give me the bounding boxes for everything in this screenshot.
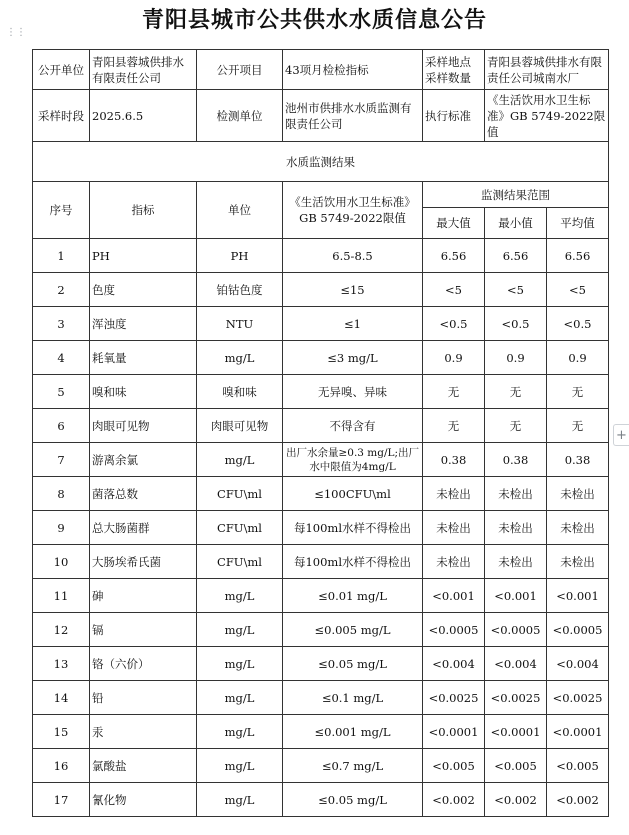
cell-min: <0.0005 <box>485 613 547 647</box>
cell-min: 无 <box>485 375 547 409</box>
table-row <box>33 647 609 681</box>
cell-avg: <0.0025 <box>547 681 609 715</box>
cell-limit: ≤0.01 mg/L <box>283 579 423 613</box>
add-column-button[interactable] <box>613 424 629 446</box>
cell-limit: ≤100CFU\ml <box>283 477 423 511</box>
results-title-row <box>33 142 609 182</box>
cell-limit: 6.5-8.5 <box>283 239 423 273</box>
cell-min: 未检出 <box>485 545 547 579</box>
cell-unit: NTU <box>197 307 283 341</box>
cell-indicator: 氯酸盐 <box>90 749 197 783</box>
cell-min: 无 <box>485 409 547 443</box>
cell-unit: PH <box>197 239 283 273</box>
cell-indicator: 铬（六价） <box>90 647 197 681</box>
cell-max: <0.001 <box>423 579 485 613</box>
cell-indicator: 总大肠菌群 <box>90 511 197 545</box>
cell-min: 0.9 <box>485 341 547 375</box>
header-unit: 单位 <box>197 182 283 239</box>
table-row <box>33 511 609 545</box>
value-testing-unit: 池州市供排水水质监测有限责任公司 <box>283 90 423 142</box>
plus-icon: + <box>616 428 627 443</box>
cell-unit: 肉眼可见物 <box>197 409 283 443</box>
cell-index: 2 <box>33 273 90 307</box>
cell-indicator: 汞 <box>90 715 197 749</box>
table-row <box>33 443 609 477</box>
table-row <box>33 239 609 273</box>
cell-unit: mg/L <box>197 715 283 749</box>
cell-unit: mg/L <box>197 647 283 681</box>
cell-avg: 未检出 <box>547 545 609 579</box>
cell-avg: <5 <box>547 273 609 307</box>
cell-max: <0.002 <box>423 783 485 817</box>
cell-indicator: 铅 <box>90 681 197 715</box>
cell-limit: ≤0.7 mg/L <box>283 749 423 783</box>
table-row <box>33 409 609 443</box>
cell-unit: mg/L <box>197 613 283 647</box>
cell-min: <0.0025 <box>485 681 547 715</box>
table-row <box>33 477 609 511</box>
cell-max: 6.56 <box>423 239 485 273</box>
value-sampling-site: 青阳县蓉城供排水有限责任公司城南水厂 <box>485 50 609 90</box>
cell-index: 10 <box>33 545 90 579</box>
cell-avg: <0.004 <box>547 647 609 681</box>
cell-avg: <0.0001 <box>547 715 609 749</box>
cell-avg: 0.38 <box>547 443 609 477</box>
cell-unit: CFU\ml <box>197 545 283 579</box>
cell-avg: <0.002 <box>547 783 609 817</box>
value-standard: 《生活饮用水卫生标准》GB 5749-2022限值 <box>485 90 609 142</box>
cell-max: <5 <box>423 273 485 307</box>
label-sampling-site: 采样地点采样数量 <box>423 50 485 90</box>
label-sampling-period: 采样时段 <box>33 90 90 142</box>
cell-min: 未检出 <box>485 511 547 545</box>
value-publisher: 青阳县蓉城供排水有限责任公司 <box>90 50 197 90</box>
cell-limit: ≤3 mg/L <box>283 341 423 375</box>
cell-max: 未检出 <box>423 477 485 511</box>
cell-min: <5 <box>485 273 547 307</box>
cell-limit: ≤1 <box>283 307 423 341</box>
cell-index: 4 <box>33 341 90 375</box>
cell-indicator: 浑浊度 <box>90 307 197 341</box>
cell-index: 9 <box>33 511 90 545</box>
cell-indicator: 色度 <box>90 273 197 307</box>
cell-avg: 未检出 <box>547 511 609 545</box>
value-sampling-period: 2025.6.5 <box>90 90 197 142</box>
cell-limit: 不得含有 <box>283 409 423 443</box>
info-row-2 <box>33 90 609 142</box>
table-row <box>33 579 609 613</box>
label-item: 公开项目 <box>197 50 283 90</box>
header-index: 序号 <box>33 182 90 239</box>
cell-indicator: 菌落总数 <box>90 477 197 511</box>
header-max: 最大值 <box>423 208 485 239</box>
table-row <box>33 783 609 817</box>
info-row-1 <box>33 50 609 90</box>
cell-limit: ≤0.005 mg/L <box>283 613 423 647</box>
cell-min: <0.005 <box>485 749 547 783</box>
table-row <box>33 375 609 409</box>
header-avg: 平均值 <box>547 208 609 239</box>
table-row <box>33 715 609 749</box>
cell-limit: 每100ml水样不得检出 <box>283 511 423 545</box>
cell-max: <0.005 <box>423 749 485 783</box>
cell-indicator: 大肠埃希氏菌 <box>90 545 197 579</box>
cell-avg: 无 <box>547 409 609 443</box>
cell-avg: <0.0005 <box>547 613 609 647</box>
cell-limit: ≤0.001 mg/L <box>283 715 423 749</box>
cell-unit: 铂钴色度 <box>197 273 283 307</box>
table-row <box>33 613 609 647</box>
table-row <box>33 681 609 715</box>
cell-unit: mg/L <box>197 443 283 477</box>
cell-max: 0.38 <box>423 443 485 477</box>
cell-indicator: 肉眼可见物 <box>90 409 197 443</box>
cell-unit: mg/L <box>197 749 283 783</box>
cell-unit: CFU\ml <box>197 477 283 511</box>
results-title: 水质监测结果 <box>33 142 609 182</box>
cell-unit: CFU\ml <box>197 511 283 545</box>
table-row <box>33 749 609 783</box>
cell-max: <0.0001 <box>423 715 485 749</box>
table-row <box>33 545 609 579</box>
page-title: 青阳县城市公共供水水质信息公告 <box>141 8 487 33</box>
cell-limit: ≤0.05 mg/L <box>283 783 423 817</box>
cell-index: 5 <box>33 375 90 409</box>
cell-indicator: PH <box>90 239 197 273</box>
cell-limit: 出厂水余量≥0.3 mg/L;出厂水中限值为4mg/L <box>283 443 423 477</box>
cell-avg: <0.5 <box>547 307 609 341</box>
label-standard: 执行标准 <box>423 90 485 142</box>
cell-index: 15 <box>33 715 90 749</box>
cell-index: 17 <box>33 783 90 817</box>
cell-index: 16 <box>33 749 90 783</box>
cell-index: 3 <box>33 307 90 341</box>
cell-index: 11 <box>33 579 90 613</box>
table-row <box>33 307 609 341</box>
header-row-1 <box>33 182 609 208</box>
cell-indicator: 耗氧量 <box>90 341 197 375</box>
cell-avg: 6.56 <box>547 239 609 273</box>
label-publisher: 公开单位 <box>33 50 90 90</box>
cell-max: 无 <box>423 409 485 443</box>
cell-index: 14 <box>33 681 90 715</box>
cell-max: 未检出 <box>423 511 485 545</box>
cell-min: <0.001 <box>485 579 547 613</box>
cell-avg: 无 <box>547 375 609 409</box>
cell-avg: <0.005 <box>547 749 609 783</box>
cell-avg: <0.001 <box>547 579 609 613</box>
cell-min: <0.002 <box>485 783 547 817</box>
water-quality-table <box>32 49 609 817</box>
cell-indicator: 氰化物 <box>90 783 197 817</box>
cell-index: 12 <box>33 613 90 647</box>
cell-index: 13 <box>33 647 90 681</box>
cell-indicator: 镉 <box>90 613 197 647</box>
cell-indicator: 游离余氯 <box>90 443 197 477</box>
header-indicator: 指标 <box>90 182 197 239</box>
cell-index: 8 <box>33 477 90 511</box>
cell-unit: mg/L <box>197 783 283 817</box>
table-row <box>33 341 609 375</box>
cell-min: 0.38 <box>485 443 547 477</box>
cell-unit: mg/L <box>197 681 283 715</box>
cell-unit: mg/L <box>197 341 283 375</box>
cell-limit: ≤0.1 mg/L <box>283 681 423 715</box>
header-standard: 《生活饮用水卫生标准》GB 5749-2022限值 <box>283 182 423 239</box>
cell-limit: 每100ml水样不得检出 <box>283 545 423 579</box>
cell-max: <0.0025 <box>423 681 485 715</box>
header-min: 最小值 <box>485 208 547 239</box>
cell-indicator: 砷 <box>90 579 197 613</box>
cell-limit: 无异嗅、异味 <box>283 375 423 409</box>
value-item: 43项月检检指标 <box>283 50 423 90</box>
cell-avg: 未检出 <box>547 477 609 511</box>
table-row <box>33 273 609 307</box>
cell-index: 7 <box>33 443 90 477</box>
cell-index: 6 <box>33 409 90 443</box>
cell-limit: ≤0.05 mg/L <box>283 647 423 681</box>
cell-unit: 嗅和味 <box>197 375 283 409</box>
cell-max: 未检出 <box>423 545 485 579</box>
cell-min: <0.004 <box>485 647 547 681</box>
header-range: 监测结果范围 <box>423 182 609 208</box>
cell-limit: ≤15 <box>283 273 423 307</box>
cell-min: 6.56 <box>485 239 547 273</box>
cell-max: <0.004 <box>423 647 485 681</box>
cell-max: 无 <box>423 375 485 409</box>
cell-min: 未检出 <box>485 477 547 511</box>
cell-unit: mg/L <box>197 579 283 613</box>
cell-max: <0.5 <box>423 307 485 341</box>
cell-max: 0.9 <box>423 341 485 375</box>
cell-indicator: 嗅和味 <box>90 375 197 409</box>
cell-index: 1 <box>33 239 90 273</box>
cell-min: <0.0001 <box>485 715 547 749</box>
drag-handle-icon[interactable]: ⋮⋮ <box>6 27 26 38</box>
cell-avg: 0.9 <box>547 341 609 375</box>
label-testing-unit: 检测单位 <box>197 90 283 142</box>
cell-max: <0.0005 <box>423 613 485 647</box>
cell-min: <0.5 <box>485 307 547 341</box>
